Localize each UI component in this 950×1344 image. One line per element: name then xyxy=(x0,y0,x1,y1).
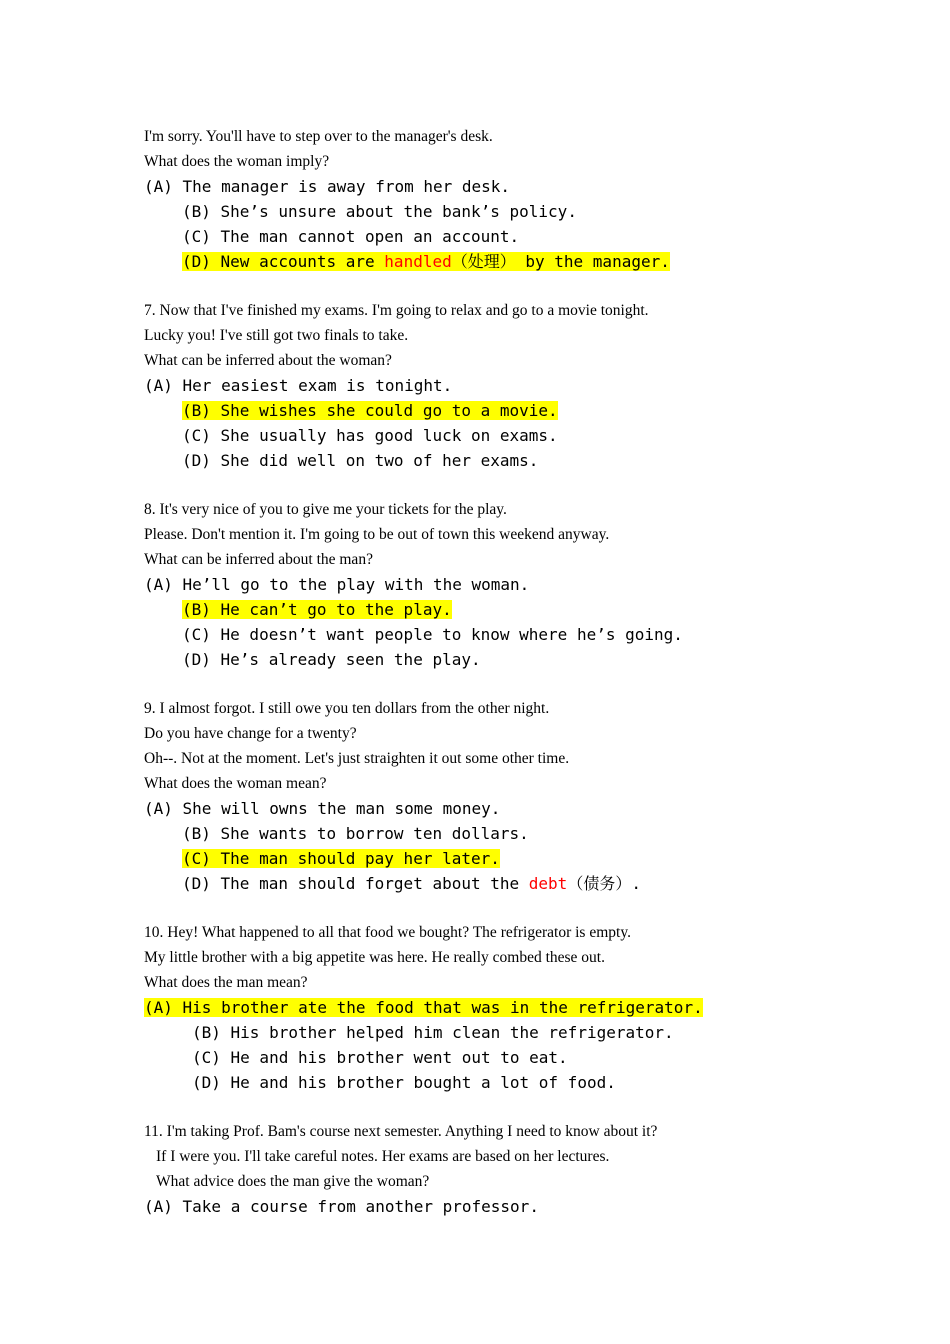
q6-line-2: What does the woman imply? xyxy=(144,153,330,170)
q8-option-c: (C) He doesn’t want people to know where he’s going. xyxy=(182,625,683,644)
q6-option-d-text-end: （处理） by the manager. xyxy=(451,252,670,271)
answer-highlight: (C) The man should pay her later. xyxy=(182,849,500,868)
q6-line-1: I'm sorry. You'll have to step over to the manager's desk. xyxy=(144,128,493,145)
q11-option-a: (A) Take a course from another professor. xyxy=(144,1197,539,1216)
q8-option-a: (A) He’ll go to the play with the woman. xyxy=(144,575,530,594)
answer-highlight: (A) His brother ate the food that was in the refrigerator. xyxy=(144,998,703,1017)
q10-option-b: (B) His brother helped him clean the refrigerator. xyxy=(192,1023,674,1042)
q6-option-a: (A) The manager is away from her desk. xyxy=(144,177,511,196)
q7-line-1: 7. Now that I've finished my exams. I'm going to relax and go to a movie tonight. xyxy=(144,302,649,319)
answer-highlight: (B) She wishes she could go to a movie. xyxy=(182,401,558,420)
q11-line-2: If I were you. I'll take careful notes. Her exams are based on her lectures. xyxy=(156,1148,610,1165)
q9-line-1: 9. I almost forgot. I still owe you ten dollars from the other night. xyxy=(144,700,550,717)
q9-line-4: What does the woman mean? xyxy=(144,775,327,792)
q9-line-3: Oh--. Not at the moment. Let's just straighten it out some other time. xyxy=(144,750,570,767)
vocab-word-handled: handled xyxy=(384,252,452,271)
q8-line-2: Please. Don't mention it. I'm going to be out of town this weekend anyway. xyxy=(144,526,610,543)
q9-option-d-text-end: （债务）. xyxy=(567,874,641,893)
q10-line-2: My little brother with a big appetite was here. He really combed these out. xyxy=(144,949,605,966)
q7-option-a: (A) Her easiest exam is tonight. xyxy=(144,376,453,395)
answer-highlight xyxy=(182,252,670,271)
vocab-word-debt: debt xyxy=(528,874,568,893)
q7-option-b xyxy=(182,398,558,423)
q6-option-d-text: (D) New accounts are xyxy=(182,252,385,271)
q10-line-3: What does the man mean? xyxy=(144,974,308,991)
answer-highlight: (B) He can’t go to the play. xyxy=(182,600,452,619)
q10-option-d: (D) He and his brother bought a lot of food. xyxy=(192,1073,616,1092)
q6-option-d xyxy=(182,249,670,274)
q9-option-c xyxy=(182,846,500,871)
q8-line-3: What can be inferred about the man? xyxy=(144,551,373,568)
q8-line-1: 8. It's very nice of you to give me your tickets for the play. xyxy=(144,501,507,518)
q6-option-b: (B) She’s unsure about the bank’s policy. xyxy=(182,202,577,221)
q7-line-2: Lucky you! I've still got two finals to take. xyxy=(144,327,409,344)
q9-option-d xyxy=(182,871,641,896)
q10-option-c: (C) He and his brother went out to eat. xyxy=(192,1048,568,1067)
q11-line-1: 11. I'm taking Prof. Bam's course next semester. Anything I need to know about it? xyxy=(144,1123,658,1140)
q9-option-b: (B) She wants to borrow ten dollars. xyxy=(182,824,529,843)
q7-line-3: What can be inferred about the woman? xyxy=(144,352,392,369)
q10-option-a xyxy=(144,995,703,1020)
q9-line-2: Do you have change for a twenty? xyxy=(144,725,357,742)
q9-option-d-text: (D) The man should forget about the xyxy=(182,874,529,893)
q8-option-d: (D) He’s already seen the play. xyxy=(182,650,481,669)
q7-option-d: (D) She did well on two of her exams. xyxy=(182,451,539,470)
q7-option-c: (C) She usually has good luck on exams. xyxy=(182,426,558,445)
q9-option-a: (A) She will owns the man some money. xyxy=(144,799,501,818)
q11-line-3: What advice does the man give the woman? xyxy=(156,1173,430,1190)
q6-option-c: (C) The man cannot open an account. xyxy=(182,227,520,246)
q10-line-1: 10. Hey! What happened to all that food we bought? The refrigerator is empty. xyxy=(144,924,631,941)
q8-option-b xyxy=(182,597,452,622)
